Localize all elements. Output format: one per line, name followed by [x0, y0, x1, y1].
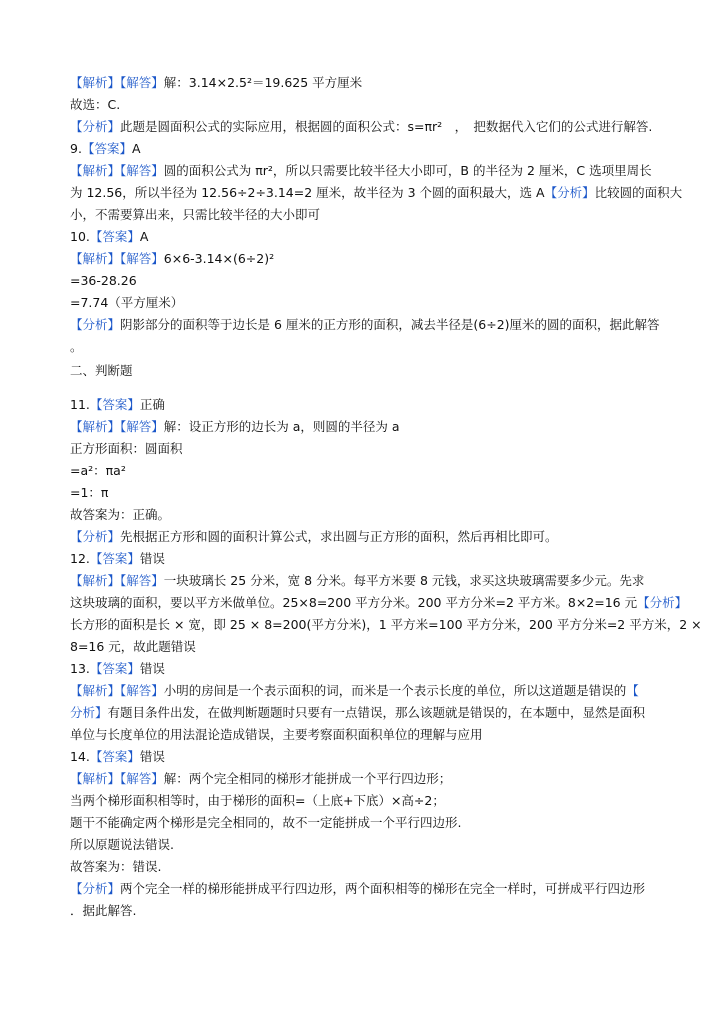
text-span: 二、判断题: [70, 363, 133, 378]
text-span: 10.: [70, 229, 90, 244]
text-span: =1：π: [70, 485, 109, 500]
text-line: [70, 550, 660, 568]
text-span: 9.: [70, 141, 82, 156]
section-tag: 【答案】: [89, 551, 140, 566]
section-tag: 【答案】: [89, 661, 140, 676]
text-line: [70, 272, 660, 290]
text-line: [70, 748, 660, 766]
text-span: 14.: [70, 749, 90, 764]
text-span: 此题是圆面积公式的实际应用，根据圆的面积公式：s=πr² ， 把数据代入它们的公式进行解答.: [120, 119, 653, 134]
text-span: 所以原题说法错误.: [70, 837, 174, 852]
section-tag: 【分析】: [70, 119, 121, 134]
text-line: [70, 682, 660, 700]
text-line: [70, 440, 660, 458]
text-line: [70, 858, 660, 876]
text-span: A: [131, 141, 141, 156]
text-span: 故答案为：错误.: [70, 859, 162, 874]
text-span: 一块玻璃长 25 分米，宽 8 分米。每平方米要 8 元钱，求买这块玻璃需要多少元。先求: [163, 573, 645, 588]
text-span: 正确: [139, 397, 165, 412]
text-line: [70, 184, 683, 202]
text-span: 8=16 元，故此题错误: [70, 639, 196, 654]
section-tag: 【分析】: [544, 185, 595, 200]
text-line: [70, 880, 660, 898]
text-line: [70, 902, 660, 920]
text-line: [70, 294, 660, 312]
text-span: =7.74（平方厘米）: [70, 295, 184, 310]
text-span: 解：两个完全相同的梯形才能拼成一个平行四边形；: [163, 771, 452, 786]
text-span: 有题目条件出发，在做判断题题时只要有一点错误，那么该题就是错误的，在本题中，显然是面积: [107, 705, 646, 720]
text-span: 长方形的面积是长 × 宽，即 25 × 8=200(平方分米)，1 平方米=100 平方分米，200 平方分米=2 平方米，2 ×: [70, 617, 702, 632]
section-tag: 【解析】【解答】: [70, 75, 164, 90]
text-span: 解：设正方形的边长为 a，则圆的半径为 a: [163, 419, 400, 434]
text-span: 小，不需要算出来，只需比较半径的大小即可: [70, 207, 321, 222]
text-line: [70, 228, 660, 246]
text-span: 12.: [70, 551, 90, 566]
section-tag: 【答案】: [81, 141, 132, 156]
text-line: [70, 206, 660, 224]
text-span: 为 12.56，所以半径为 12.56÷2÷3.14=2 厘米，故半径为 3 个圆的面积最大，选 A: [70, 185, 545, 200]
text-line: [70, 396, 660, 414]
text-span: 。: [70, 339, 83, 354]
text-line: [70, 74, 660, 92]
section-tag: 【分析】: [637, 595, 688, 610]
text-span: 题干不能确定两个梯形是完全相同的，故不一定能拼成一个平行四边形.: [70, 815, 462, 830]
text-span: 故选：C.: [70, 97, 121, 112]
text-span: A: [139, 229, 149, 244]
text-line: [70, 638, 660, 656]
section-tag: 【解析】【解答】: [70, 251, 164, 266]
text-line: [70, 836, 660, 854]
text-line: [70, 770, 660, 788]
section-tag: 【: [626, 683, 639, 698]
text-span: 错误: [139, 661, 165, 676]
text-line: [70, 484, 660, 502]
section-tag: 【解析】【解答】: [70, 573, 164, 588]
text-line: [70, 96, 660, 114]
text-line: [70, 814, 660, 832]
text-line: [70, 118, 660, 136]
section-tag: 【解析】【解答】: [70, 683, 164, 698]
section-tag: 【解析】【解答】: [70, 771, 164, 786]
section-tag: 【解析】【解答】: [70, 419, 164, 434]
text-span: 6×6-3.14×(6÷2)²: [163, 251, 275, 266]
text-span: 两个完全一样的梯形能拼成平行四边形，两个面积相等的梯形在完全一样时，可拼成平行四边形: [120, 881, 646, 896]
text-line: [70, 572, 660, 590]
text-line: [70, 316, 660, 334]
section-tag: 【答案】: [89, 749, 140, 764]
text-line: [70, 506, 660, 524]
section-tag: 【答案】: [89, 397, 140, 412]
text-line: [70, 162, 660, 180]
section-tag: 【解析】【解答】: [70, 163, 164, 178]
text-span: 当两个梯形面积相等时，由于梯形的面积=（上底+下底）×高÷2；: [70, 793, 445, 808]
text-span: 11.: [70, 397, 90, 412]
text-line: [70, 528, 660, 546]
text-span: 单位与长度单位的用法混论造成错误，主要考察面积面积单位的理解与应用: [70, 727, 483, 742]
text-line: [70, 462, 660, 480]
text-line: [70, 792, 660, 810]
text-span: =36-28.26: [70, 273, 137, 288]
text-span: ．据此解答.: [70, 903, 137, 918]
section-tag: 【分析】: [70, 529, 121, 544]
text-line: [70, 362, 660, 380]
text-line: [70, 338, 660, 356]
text-span: =a²：πa²: [70, 463, 126, 478]
text-line: [70, 594, 688, 612]
section-tag: 【分析】: [70, 881, 121, 896]
text-span: 错误: [139, 551, 165, 566]
text-line: [70, 660, 660, 678]
text-span: 解：3.14×2.5²＝19.625 平方厘米: [163, 75, 363, 90]
text-span: 故答案为：正确。: [70, 507, 171, 522]
text-line: [70, 140, 660, 158]
section-tag: 分析】: [70, 705, 108, 720]
text-line: [70, 704, 660, 722]
text-span: 先根据正方形和圆的面积计算公式，求出圆与正方形的面积，然后再相比即可。: [120, 529, 558, 544]
text-span: 13.: [70, 661, 90, 676]
text-span: 正方形面积：圆面积: [70, 441, 183, 456]
text-line: [70, 418, 660, 436]
text-line: [70, 726, 660, 744]
section-tag: 【答案】: [89, 229, 140, 244]
text-span: 错误: [139, 749, 165, 764]
text-line: [70, 250, 660, 268]
text-span: 这块玻璃的面积，要以平方米做单位。25×8=200 平方分米。200 平方分米=2 平方米。8×2=16 元: [70, 595, 638, 610]
text-span: 圆的面积公式为 πr²，所以只需要比较半径大小即可，B 的半径为 2 厘米，C 选项里周长: [163, 163, 652, 178]
text-span: 比较圆的面积大: [594, 185, 683, 200]
section-tag: 【分析】: [70, 317, 121, 332]
text-line: [70, 616, 702, 634]
text-span: 阴影部分的面积等于边长是 6 厘米的正方形的面积，减去半径是(6÷2)厘米的圆的面积，据此解答: [120, 317, 660, 332]
text-span: 小明的房间是一个表示面积的词，而米是一个表示长度的单位，所以这道题是错误的: [163, 683, 627, 698]
